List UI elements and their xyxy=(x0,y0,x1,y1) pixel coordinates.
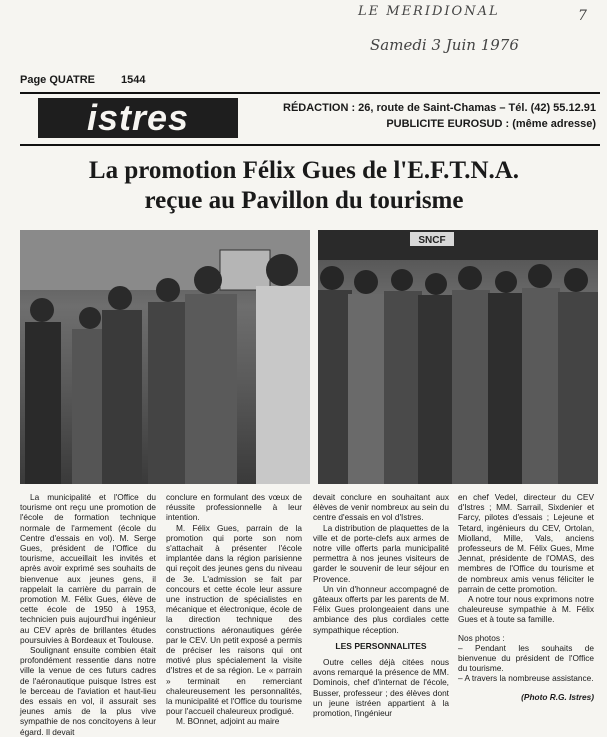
paragraph: M. Félix Gues, parrain de la promotion qui porte son nom s'attachait à présenter l'école implantée dans la région parisienne qui reçoit des jeunes gens du niveau de 3e. L'admission se fait par concours et cette école leur assure une instruction de spécialistes en mécanique et électronique, école de la direction technique des constructions aéronautiques gérée par le CEV. Un petit exposé a permis de préciser les raisons qui ont motivé plus spécialement la visite d'Istres et de sa région. Le « parrain » terminait en remerciant chaleureusement les personnalités, la municipalité et l'Office du tourisme pour l'accueil chaleureux prodigué. xyxy=(166,522,302,717)
handwritten-page-number: 7 xyxy=(578,8,587,24)
paragraph: Un vin d'honneur accompagné de gâteaux offerts par les parents de M. Félix Gues prolongeaient dans une ambiance des plus cordiales cette sympathique réception. xyxy=(313,583,449,635)
paragraph: A notre tour nous exprimons notre chaleureuse sympathie à M. Félix Gues et à toute sa famille. xyxy=(458,594,594,625)
article-headline xyxy=(14,156,594,216)
subheading-personnalites: LES PERSONNALITES xyxy=(335,640,427,651)
caption-title: Nos photos : xyxy=(458,632,505,643)
page-line xyxy=(20,74,145,86)
paragraph: conclure en formulant des vœux de réussite professionnelle à leur intention. xyxy=(166,492,302,523)
handwritten-date: Samedi 3 Juin 1976 xyxy=(370,36,519,54)
photo-captions xyxy=(458,633,594,684)
caption-line: – A travers la nombreuse assistance. xyxy=(458,673,594,684)
paragraph: M. BOnnet, adjoint au maire xyxy=(176,716,280,727)
section-masthead xyxy=(20,92,600,146)
photo-welcome-speech xyxy=(20,230,310,484)
paragraph: Soulignant ensuite combien était profondément ressentie dans notre ville la venue de ces futurs cadres de l'aéronautique puisque Istres est le berceau de l'aviation et haut-lieu des essais en vol, il assurait ses jeunes amis de la plus vive sympathie de nos concitoyens à leur égard. Il devait xyxy=(20,645,156,737)
article-column-2 xyxy=(166,492,302,727)
istres-logo: istres xyxy=(38,98,238,138)
page-number: 1544 xyxy=(120,74,146,86)
article-column-3 xyxy=(313,492,449,718)
article-column-4 xyxy=(458,492,594,702)
photo-credit: (Photo R.G. Istres) xyxy=(521,691,594,702)
paragraph: La municipalité et l'Office du tourisme ont reçu une promotion de l'école de formation technique normale de l'armement (école du Centre d'essais en vol). M. Serge Gues, président de l'Office du tourisme, accueillait les invités et après avoir exprimé ses souhaits de bienvenue aux jeunes gens, il rappelait la carrière du parrain de promotion M. Félix Gues, élève de cette école de 1950 à 1953, technicien puis aujourd'hui ingénieur au CEV après de brillantes études poursuivies à Bordeaux et Toulouse. xyxy=(20,492,156,645)
headline-line-1: La promotion Félix Gues de l'E.F.T.N.A. xyxy=(88,157,520,184)
photo-audience xyxy=(318,230,598,484)
paragraph: devait conclure en souhaitant aux élèves de venir nombreux au sein du centre d'essais en vol d'Istres. xyxy=(313,492,449,523)
headline-line-2: reçue au Pavillon du tourisme xyxy=(144,187,464,214)
caption-line: – Pendant les souhaits de bienvenue du président de l'Office du tourisme. xyxy=(458,642,594,674)
handwritten-newspaper-name: LE MERIDIONAL xyxy=(358,4,500,19)
article-column-1 xyxy=(20,492,156,737)
paragraph: La distribution de plaquettes de la ville et de porte-clefs aux armes de notre ville offerts parla municipalité permettra à nos jeunes visiteurs de garder le souvenir de leur séjour en Provence. xyxy=(313,522,449,584)
sncf-sign: SNCF xyxy=(418,235,446,246)
redaction-line: RÉDACTION : 26, route de Saint-Chamas – Tél. (42) 55.12.91 xyxy=(283,102,596,114)
page-label: Page QUATRE xyxy=(20,74,95,86)
publicite-line: PUBLICITE EUROSUD : (même adresse) xyxy=(386,118,596,130)
contact-block xyxy=(283,100,596,132)
paragraph: Outre celles déjà citées nous avons remarqué la présence de MM. Dominois, chef d'internat de l'école, Busser, professeur ; des élèves dont un jeune istréen appartient à la promotion, l'ingénieur xyxy=(313,657,449,719)
paragraph: en chef Vedel, directeur du CEV d'Istres ; MM. Sarrail, Sixdenier et Farcy, pilotes d'essais ; Lejeune et Tetard, ingénieurs du CEV, Ortolan, Miolland, Mille, Vals, anciens professeurs de M. Félix Gues, Mme Jennat, présidente de l'OMAS, des membres de l'Office du tourisme et de nombreux amis venus féliciter le parrain de cette promotion. xyxy=(458,492,594,594)
